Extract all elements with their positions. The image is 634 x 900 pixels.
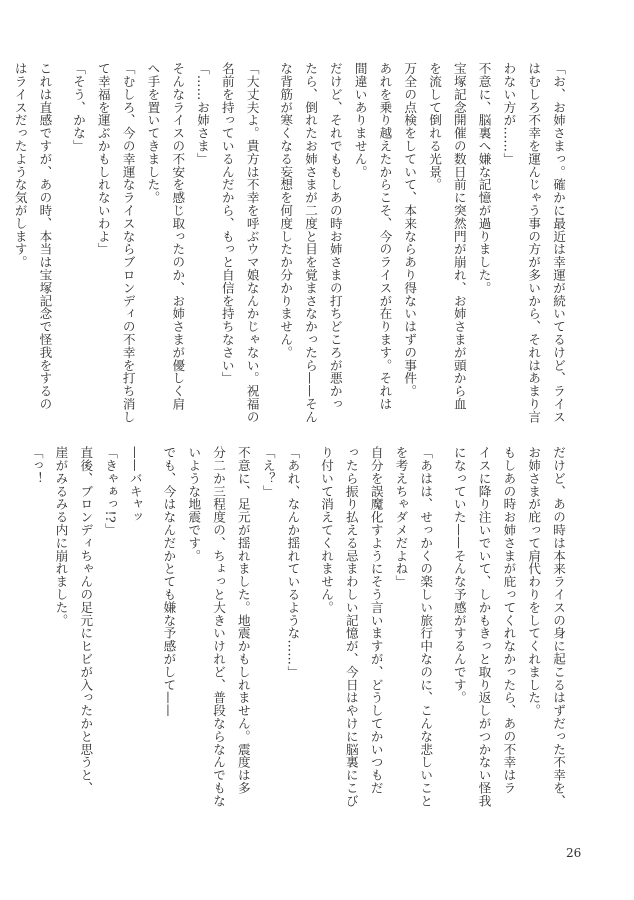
text-line: だけど、それでももしあの時お姉さまの打ちどころが悪かっ (327, 62, 343, 411)
text-line: これは直感ですが、あの時、本当は宝塚記念で怪我をするの (37, 62, 53, 411)
text-line: になっていた——そんな予感がするんです。 (451, 446, 467, 704)
text-line: 不意に、脳裏へ嫌な記憶が過りました。 (476, 62, 492, 295)
text-line: 名前を持っているんだから、もっと自信を持ちなさい」 (219, 62, 235, 385)
text-line: 不意に、足元が揺れました。地震かもしれません。震度は多 (235, 446, 251, 795)
text-line: へ手を置いてきました。 (145, 62, 161, 204)
text-line: 「え？」 (260, 446, 276, 498)
text-line: を考えちゃダメだよね」 (393, 446, 409, 588)
text-line: あれを乗り越えたからこそ、今のライスが在ります。それは (377, 62, 393, 411)
text-line: を流して倒れる光景。 (427, 62, 443, 191)
text-line: イスに降り注いでいて、しかもきっと取り返しがつかない怪我 (476, 446, 492, 808)
text-line: お姉さまが庇って肩代わりをしてくれました。 (526, 446, 542, 717)
text-line: 宝塚記念開催の数日前に突然門が崩れ、お姉さまが頭から血 (451, 62, 467, 411)
text-line: ——バキャッ (127, 446, 143, 524)
text-line: ったら振り払える忌まわしい記憶が、今日はやけに脳裏にこび (343, 446, 359, 808)
text-line: 分二か三程度の、ちょっと大きいけれど、普段ならなんでもな (211, 446, 227, 808)
text-line: 「っ！ (28, 446, 44, 485)
text-line: 万全の点検をしていて、本来ならあり得ないはずの事件。 (402, 62, 418, 398)
text-line: でも、今はなんだかとても嫌な予感がして—— (161, 446, 177, 717)
text-line: 「あはは、せっかくの楽しい旅行中なのに、こんな悲しいこと (418, 446, 434, 808)
page-number: 26 (566, 846, 582, 860)
text-line: な背筋が寒くなる妄想を何度したか分かりません。 (278, 62, 294, 359)
text-line: 自分を誤魔化すようにそう言いますが、どうしてかいつもだ (368, 446, 384, 795)
text-band-top (12, 62, 566, 424)
text-line: て幸福を運ぶかもしれないわよ」 (95, 62, 111, 256)
text-line: たら、倒れたお姉さまが二度と目を覚まさなかったら——そん (303, 62, 319, 424)
text-line: 崖がみるみる内に崩れました。 (53, 446, 69, 627)
text-line: そんなライスの不安を感じ取ったのか、お姉さまが優しく肩 (170, 62, 186, 411)
text-line: 間違いありません。 (352, 62, 368, 179)
text-line: 「そう、かな」 (71, 62, 87, 153)
text-line: 「……お姉さま」 (195, 62, 211, 166)
text-line: 「お、お姉さまっ。確かに最近は幸運が続いてるけど、ライス (551, 62, 566, 424)
text-line: だけど、あの時は本来ライスの身に起こるはずだった不幸を、 (551, 446, 566, 808)
text-line: 「きゃぁっ!?」 (103, 446, 119, 536)
text-line: 「むしろ、今の幸運なライスならブロンディの不幸を打ち消し (120, 62, 136, 424)
text-line: はライスだったような気がします。 (12, 62, 28, 269)
text-line: り付いて消えてくれません。 (319, 446, 335, 614)
text-line: いような地震です。 (186, 446, 202, 563)
text-line: 「あれ、なんか揺れているような……」 (285, 446, 301, 679)
text-line: 直後、ブロンディちゃんの足元にヒビが入ったかと思うと、 (78, 446, 94, 795)
text-line: 「大丈夫よ。貴方は不幸を呼ぶウマ娘なんかじゃない。祝福の (244, 62, 260, 424)
text-line: わない方が……」 (501, 62, 517, 166)
text-line: はむしろ不幸を運んじゃう事の方が多いから、それはあまり言 (526, 62, 542, 424)
text-band-bottom (28, 446, 566, 808)
text-line: もしあの時お姉さまが庇ってくれなかったら、あの不幸はラ (501, 446, 517, 795)
